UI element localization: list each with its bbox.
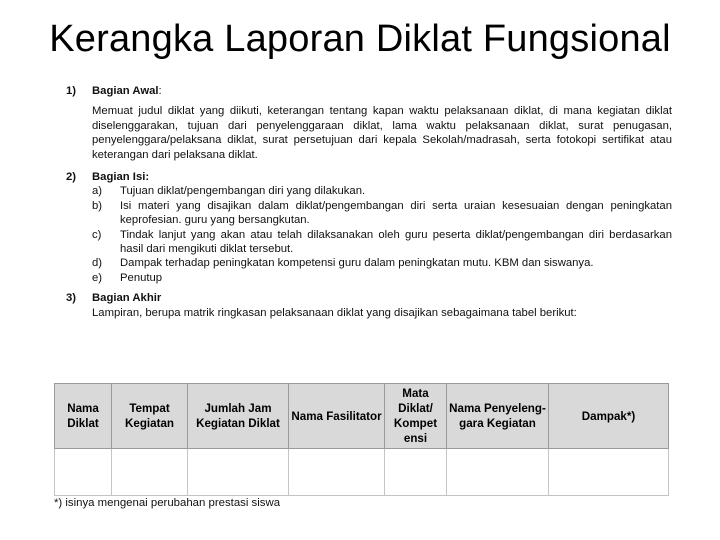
header-nama-diklat: Nama Diklat [55,384,112,449]
table-footnote: *) isinya mengenai perubahan prestasi siswa [54,497,281,509]
list-item [92,199,672,228]
report-outline [66,84,672,324]
section-text: Lampiran, berupa matrik ringkasan pelaksanaan diklat yang disajikan sebagaimana tabel berikut: [92,306,577,319]
table-cell [55,449,112,496]
list-item-letter: e) [92,271,103,284]
list-item-text: Isi materi yang disajikan dalam diklat/pengembangan diri serta uraian kesesuaian dengan peningkatan keprofesian. guru yang bersangkutan. [120,199,672,227]
list-item [92,271,672,285]
table-cell [447,449,549,496]
summary-table-wrapper [54,383,668,496]
list-item-text: Tindak lanjut yang akan atau telah dilaksanakan oleh guru peserta diklat/pengembangan diri berdasarkan hasil dari mengikuti diklat tersebut. [120,228,672,256]
list-item-text: Penutup [120,271,163,284]
slide-title: Kerangka Laporan Diklat Fungsional [49,18,671,60]
list-item-letter: a) [92,185,103,198]
list-item [92,184,672,198]
table-cell [385,449,447,496]
section-bagian-akhir [66,291,672,320]
section-text: Memuat judul diklat yang diikuti, keterangan tentang kapan waktu pelaksanaan diklat, di mana kegiatan diklat diselenggarakan, tujuan dari penyelenggaraan diklat, lama waktu pelaksanaan diklat, surat penugasan, penyelenggara/pelaksana diklat, surat persetujuan dari kepala Sekolah/madrasah, serta fotokopi sertifikat atau keterangan dari pelaksana diklat. [92,105,672,161]
table-cell [289,449,385,496]
section-bagian-isi [66,170,672,285]
table-row [55,449,669,496]
table-cell [549,449,669,496]
header-jumlah-jam: Jumlah Jam Kegiatan Diklat [188,384,289,449]
list-item-letter: d) [92,257,103,270]
header-mata-diklat: Mata Diklat/ Kompet ensi [385,384,447,449]
list-item-text: Dampak terhadap peningkatan kompetensi guru dalam peningkatan mutu. KBM dan siswanya. [120,257,594,270]
list-item-text: Tujuan diklat/pengembangan diri yang dilakukan. [120,185,366,198]
header-nama-fasilitator: Nama Fasilitator [289,384,385,449]
section-number: 3) [66,292,77,305]
list-item-letter: b) [92,199,103,212]
table-header-row [55,384,669,449]
header-tempat-kegiatan: Tempat Kegiatan [112,384,188,449]
header-dampak: Dampak*) [549,384,669,449]
section-title-colon: : [158,85,162,97]
section-number: 1) [66,85,77,97]
section-number: 2) [66,171,77,184]
section-bagian-awal [66,84,672,162]
list-item [92,256,672,270]
header-nama-penyelenggara: Nama Penyeleng- gara Kegiatan [447,384,549,449]
table-cell [188,449,289,496]
list-item-letter: c) [92,228,102,241]
table-cell [112,449,188,496]
list-item [92,228,672,257]
section-title: Bagian Isi: [92,171,150,184]
summary-table [54,383,669,496]
section-title: Bagian Awal [92,85,159,97]
section-title: Bagian Akhir [92,292,162,305]
